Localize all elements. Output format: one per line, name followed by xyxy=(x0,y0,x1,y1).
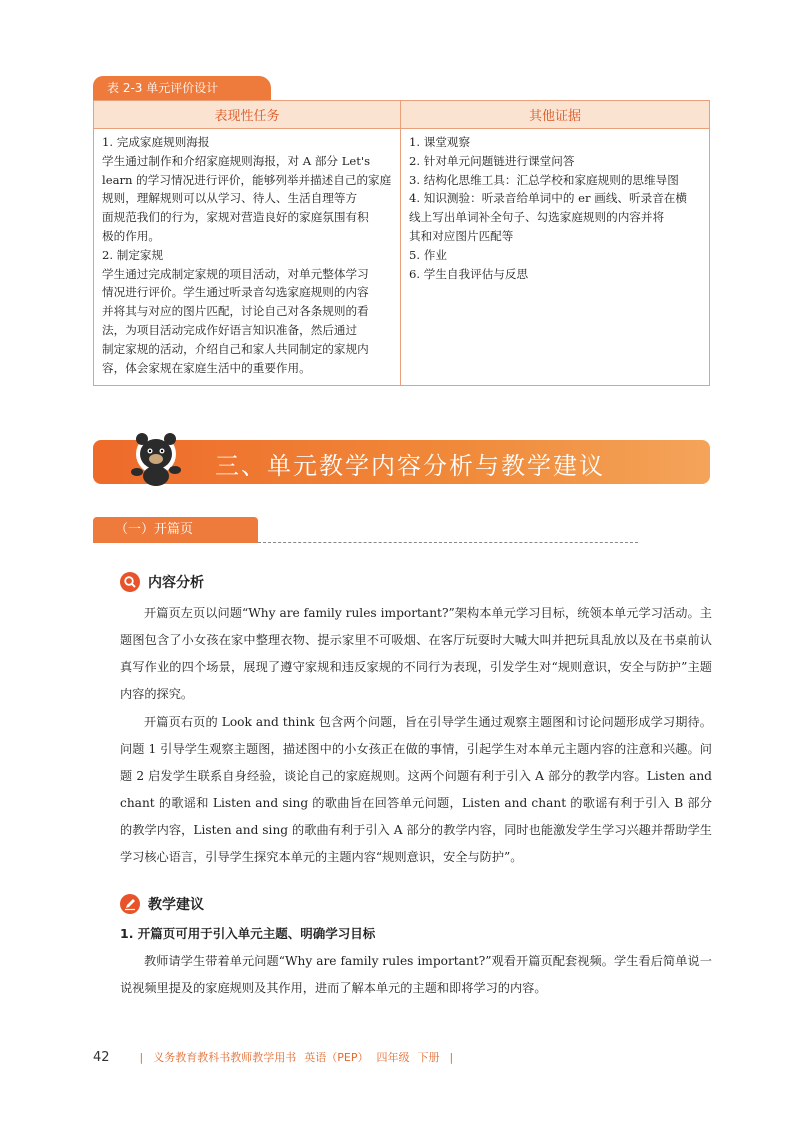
evaluation-table xyxy=(93,100,710,386)
table-line: 规则，理解规则可以从学习、待人、生活自理等方 xyxy=(102,191,358,206)
table-line: 学生通过制作和介绍家庭规则海报，对 A 部分 Let's xyxy=(102,153,371,168)
table-line: 情况进行评价。学生通过听录音勾选家庭规则的内容 xyxy=(102,285,369,300)
content-analysis-paragraph-1: 开篇页左页以问题“Why are family rules important?”架构本单元学习目标，统领本单元学习活动。主题图包含了小女孩在家中整理衣物、提示家里不可吸烟、在客厅玩耍时大喊大叫并把玩具乱放以及在书桌前认真写作业的四个场景，展现了遵守家规和违反家规的不同行为表现，引发学生对“规则意识，安全与防护”主题内容的探究。 xyxy=(120,606,712,701)
content-analysis-heading xyxy=(120,572,204,592)
dashed-divider xyxy=(258,542,638,543)
table-line: 2. 针对单元问题链进行课堂问答 xyxy=(409,153,575,168)
page-number: 42 xyxy=(93,1049,110,1065)
column-header-performance-tasks: 表现性任务 xyxy=(94,101,401,129)
teaching-advice-heading xyxy=(120,894,204,914)
content-analysis-title: 内容分析 xyxy=(148,575,204,591)
footer-grade: 四年级 xyxy=(376,1051,410,1064)
table-line: 1. 课堂观察 xyxy=(409,135,471,149)
subsection-tab: （一）开篇页 xyxy=(93,517,258,543)
teaching-advice-title: 教学建议 xyxy=(148,897,204,913)
teaching-advice-subheading: 1. 开篇页可用于引入单元主题、明确学习目标 xyxy=(120,926,376,941)
magnifier-icon xyxy=(120,572,140,592)
table-line: 2. 制定家规 xyxy=(102,247,164,262)
table-line: 制定家规的活动，介绍自己和家人共同制定的家规内 xyxy=(102,341,369,356)
column-header-other-evidence: 其他证据 xyxy=(401,101,710,129)
footer-separator: | xyxy=(139,1050,144,1064)
footer-book-title: 义务教育教科书教师教学用书 xyxy=(153,1051,297,1064)
table-line: 极的作用。 xyxy=(102,228,160,243)
page-footer xyxy=(93,1049,463,1065)
table-line: 4. 知识测验：听录音给单词中的 er 画线、听录音在横 xyxy=(409,191,687,206)
section-banner xyxy=(93,440,710,484)
table-line: 其和对应图片匹配等 xyxy=(409,228,514,243)
table-line: 1. 完成家庭规则海报 xyxy=(102,135,210,149)
other-evidence-cell xyxy=(401,129,710,386)
table-line: 6. 学生自我评估与反思 xyxy=(409,266,529,281)
performance-tasks-cell xyxy=(94,129,401,386)
table-line: 并将其与对应的图片匹配，讨论自己对各条规则的看 xyxy=(102,304,369,319)
table-caption: 表 2-3 单元评价设计 xyxy=(93,76,271,100)
footer-separator: | xyxy=(449,1050,454,1064)
footer-subject: 英语（PEP） xyxy=(304,1051,369,1064)
teaching-advice-paragraph: 教师请学生带着单元问题“Why are family rules important?”观看开篇页配套视频。学生看后简单说一说视频里提及的家庭规则及其作用，进而了解本单元的主题和即将学习的内容。 xyxy=(120,954,712,995)
table-line: 3. 结构化思维工具：汇总学校和家庭规则的思维导图 xyxy=(409,172,679,187)
table-line: 5. 作业 xyxy=(409,247,447,262)
table-line: 线上写出单词补全句子、勾选家庭规则的内容并将 xyxy=(409,210,665,225)
table-line: 面规范我们的行为，家规对营造良好的家庭氛围有积 xyxy=(102,210,369,225)
table-line: 学生通过完成制定家规的项目活动，对单元整体学习 xyxy=(102,266,369,281)
pencil-icon xyxy=(120,894,140,914)
section-title: 三、单元教学内容分析与教学建议 xyxy=(215,452,605,480)
table-line: 法，为项目活动完成作好语言知识准备，然后通过 xyxy=(102,322,358,337)
bear-mascot-icon xyxy=(128,430,184,488)
table-line: 容，体会家规在家庭生活中的重要作用。 xyxy=(102,360,311,375)
table-line: learn 的学习情况进行评价，能够列举并描述自己的家庭 xyxy=(102,172,392,187)
footer-volume: 下册 xyxy=(417,1051,440,1064)
content-analysis-paragraph-2: 开篇页右页的 Look and think 包含两个问题，旨在引导学生通过观察主题图和讨论问题形成学习期待。问题 1 引导学生观察主题图，描述图中的小女孩正在做的事情，引起学生对本单元主题内容的注意和兴趣。问题 2 启发学生联系自身经验，谈论自己的家庭规则。这两个问题有利于引入 A 部分的教学内容。Listen and chant 的歌谣和 Listen and sing 的歌曲旨在回答单元问题，Listen and chant 的歌谣有利于引入 B 部分的教学内容，Listen and sing 的歌曲有利于引入 A 部分的教学内容，同时也能激发学生学习兴趣并帮助学生学习核心语言，引导学生探究本单元的主题内容“规则意识，安全与防护”。 xyxy=(120,715,712,864)
